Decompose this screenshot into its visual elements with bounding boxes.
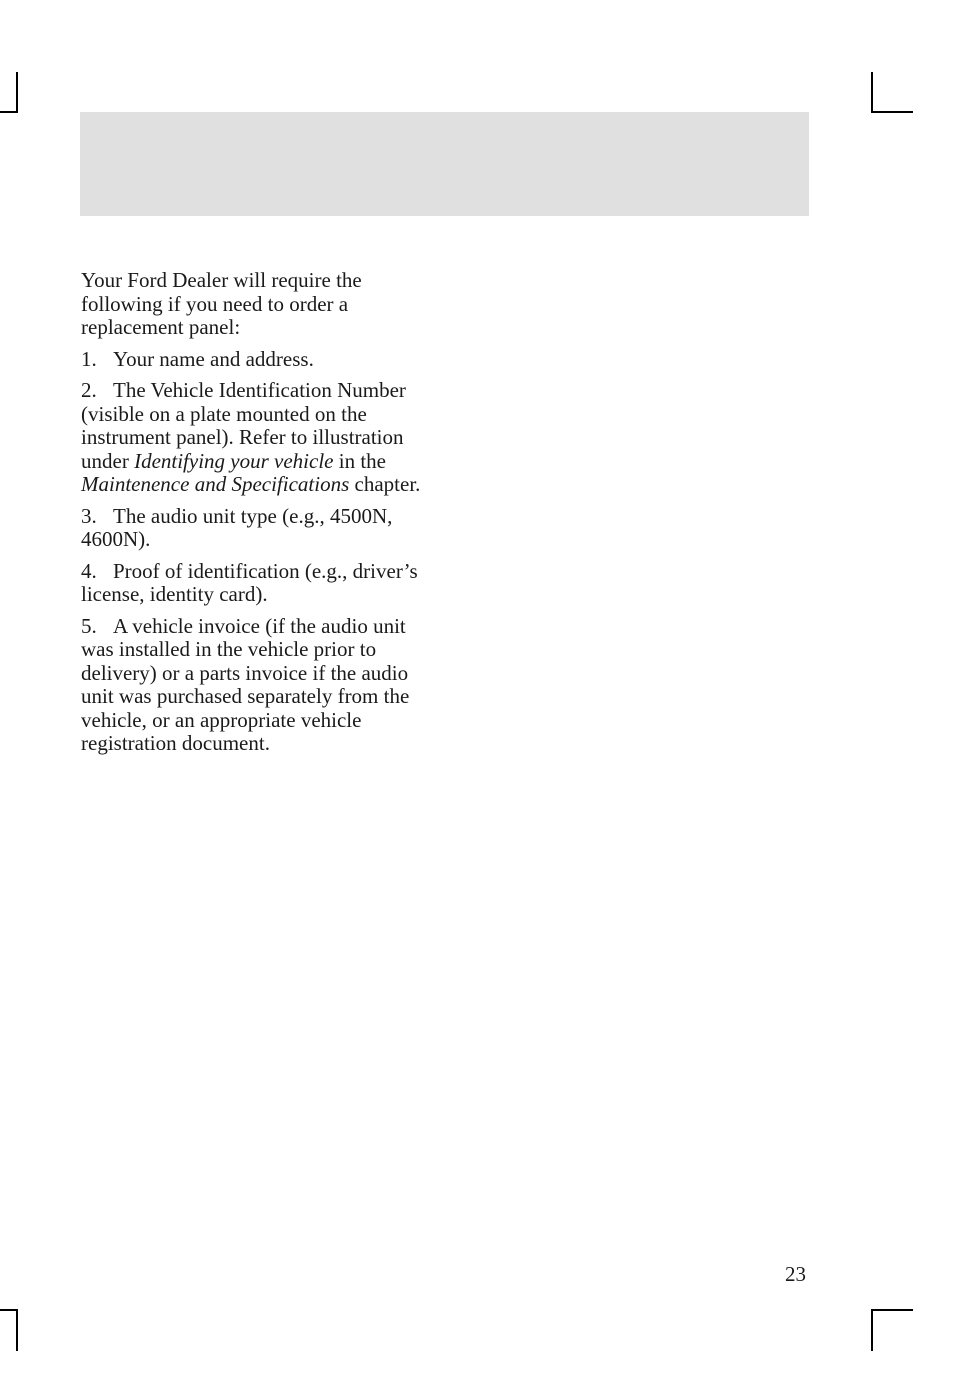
list-item-4 <box>81 560 437 607</box>
list-item-2-emphasis-a: Identifying your vehicle <box>134 448 334 473</box>
list-item-4-text: Proof of identification (e.g., driver’s license, identity card). <box>81 558 418 606</box>
list-item-2 <box>81 379 437 497</box>
list-item-5 <box>81 615 437 756</box>
list-item-3-text: The audio unit type (e.g., 4500N, 4600N). <box>81 503 393 551</box>
body-text-column <box>81 269 437 764</box>
list-item-2-number: 2. <box>81 378 97 402</box>
crop-mark-bottom-left-vertical <box>16 1309 18 1351</box>
list-item-4-number: 4. <box>81 558 97 583</box>
list-item-2-text-b: in the <box>338 448 386 473</box>
page-number: 23 <box>785 1262 806 1286</box>
crop-mark-top-left-horizontal <box>0 111 18 113</box>
list-item-1-number: 1. <box>81 346 97 371</box>
crop-mark-bottom-right-horizontal <box>871 1309 913 1311</box>
crop-mark-top-right-vertical <box>871 72 873 112</box>
list-item-2-text-c: chapter. <box>354 472 421 496</box>
list-item-1 <box>81 348 437 372</box>
list-item-5-text: A vehicle invoice (if the audio unit was installed in the vehicle prior to delivery) or a parts invoice if the audio unit was purchased separately from the vehicle, or an appropriate vehicle registration document. <box>81 613 410 755</box>
crop-mark-top-left-vertical <box>16 72 18 112</box>
crop-mark-top-right-horizontal <box>871 111 913 113</box>
crop-mark-bottom-right-vertical <box>871 1309 873 1351</box>
intro-paragraph: Your Ford Dealer will require the following if you need to order a replacement panel: <box>81 268 362 339</box>
crop-mark-bottom-left-horizontal <box>0 1309 18 1311</box>
list-item-2-emphasis-b: Maintenence and Specifications <box>81 472 350 496</box>
list-item-3-number: 3. <box>81 503 97 528</box>
list-item-1-text: Your name and address. <box>113 346 314 371</box>
list-item-5-number: 5. <box>81 613 97 638</box>
list-item-3 <box>81 505 437 552</box>
list-item-2-text-a: The Vehicle Identification Number (visible on a plate mounted on the instrument panel). Refer to illustration under <box>81 378 406 473</box>
header-band <box>80 112 809 216</box>
